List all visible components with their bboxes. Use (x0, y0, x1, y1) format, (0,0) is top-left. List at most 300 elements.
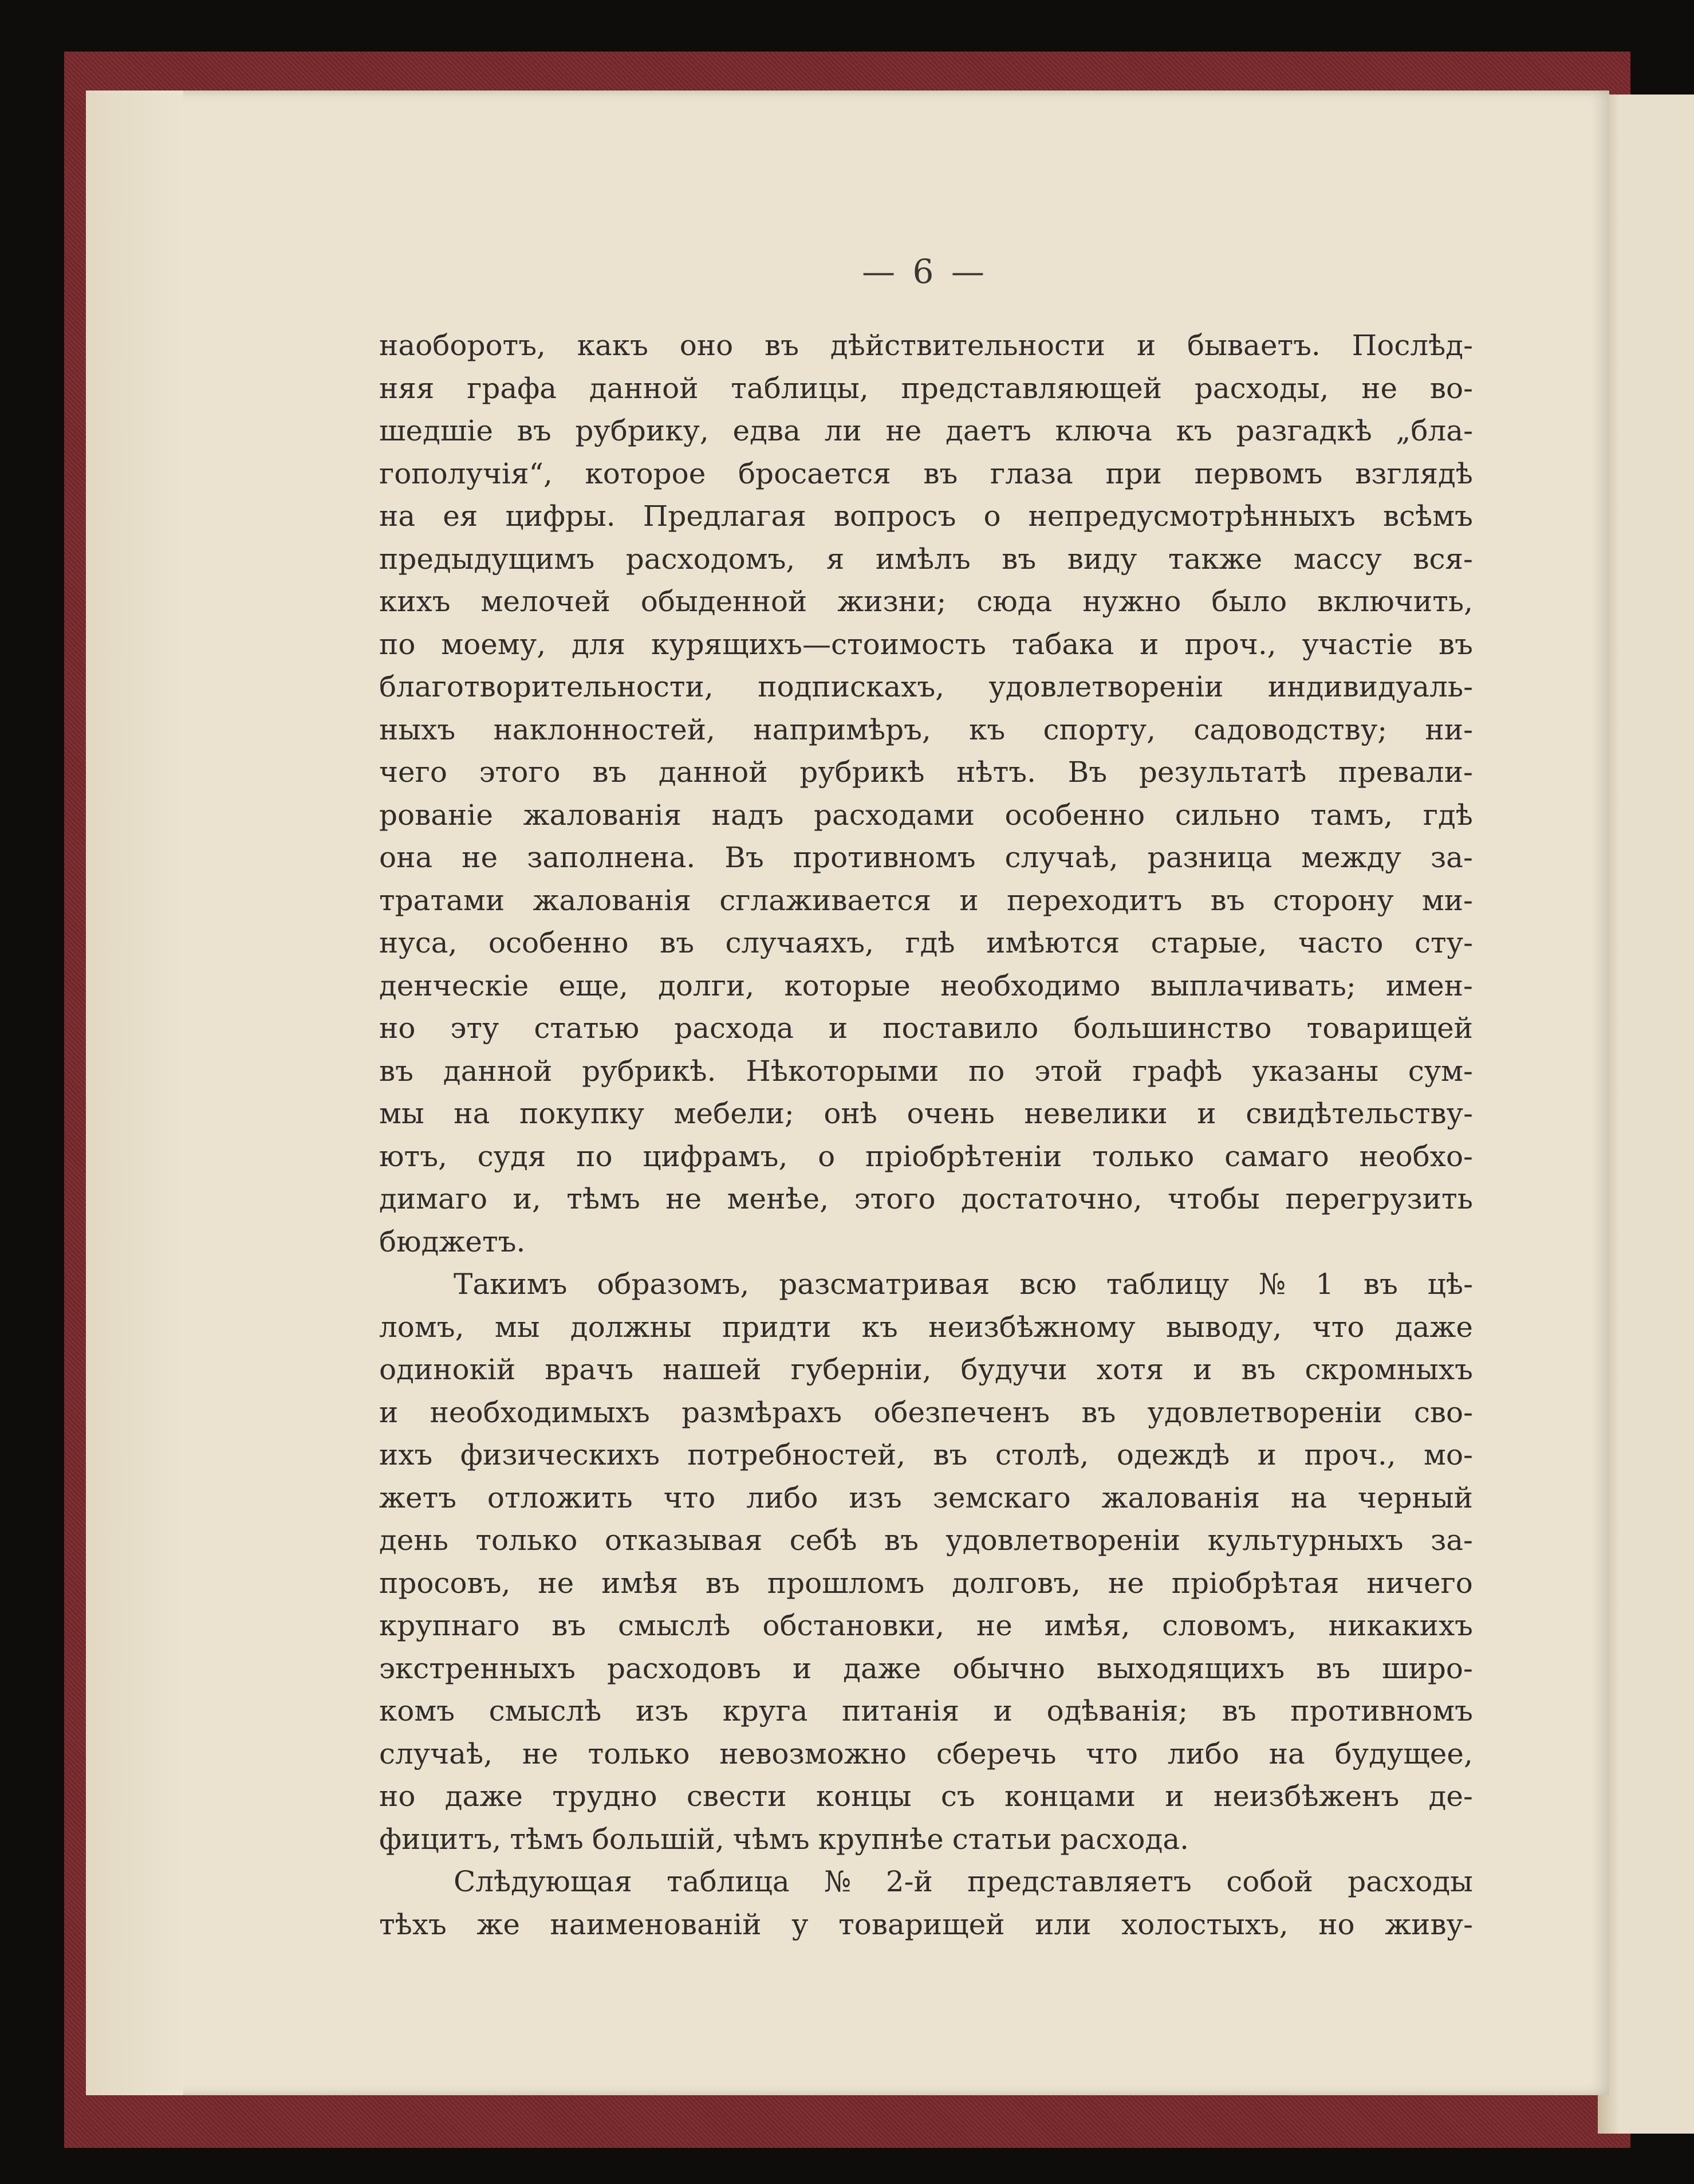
word: гополучія“, (379, 457, 553, 490)
word: врачъ (545, 1353, 634, 1386)
word: въ (1081, 1395, 1116, 1429)
word: мебели; (673, 1097, 794, 1130)
word: концы (816, 1780, 912, 1813)
text-line (379, 1647, 1473, 1690)
word: не (665, 1182, 702, 1215)
word: эту (450, 1012, 499, 1045)
word: широ- (1382, 1651, 1473, 1685)
paragraph-end-line (379, 1221, 1473, 1264)
word: въ (660, 926, 695, 959)
word: не (462, 841, 498, 874)
word: наклонностей, (493, 713, 715, 746)
word: тѣхъ (379, 1907, 447, 1941)
word: нуса, (379, 926, 458, 959)
text-line (379, 623, 1473, 666)
word: вся- (1413, 542, 1473, 576)
word: перегрузить (1285, 1182, 1473, 1215)
word: и (959, 883, 979, 917)
word: на (1290, 1481, 1327, 1514)
word: расходы (1348, 1865, 1473, 1898)
word: не (522, 1737, 558, 1770)
word: одинокій (379, 1353, 516, 1386)
word: достаточно, (961, 1182, 1143, 1215)
word: ми- (1421, 883, 1473, 917)
word: предыдущимъ (379, 542, 595, 576)
word: обстановки, (762, 1609, 945, 1642)
word: Такимъ (454, 1268, 568, 1301)
word: въ (1438, 627, 1473, 661)
word: холостыхъ, (1121, 1907, 1289, 1941)
text-line (379, 1092, 1473, 1135)
word: ломъ, (379, 1310, 464, 1344)
word: ихъ (379, 1438, 433, 1471)
word: даже (843, 1651, 921, 1685)
word: не (885, 414, 922, 447)
word: жалованія (523, 798, 682, 832)
word: данной (658, 755, 768, 789)
word: рубрику, (575, 414, 709, 447)
word: ключа (1055, 414, 1152, 447)
word: въ (765, 329, 799, 362)
word: противномъ (793, 841, 976, 874)
word: всѣмъ (1382, 499, 1473, 533)
word: къ (969, 713, 1006, 746)
word: жалованія (533, 883, 691, 917)
word: еще, (558, 969, 628, 1002)
word: разгадкѣ (1236, 414, 1372, 447)
word: и (1140, 627, 1159, 661)
word: имѣлъ (875, 542, 971, 576)
word: судя (477, 1139, 546, 1173)
word: табака (1011, 627, 1114, 661)
word: либо (1167, 1737, 1240, 1770)
word: бросается (738, 457, 891, 490)
word: взглядѣ (1355, 457, 1473, 490)
word: димаго (379, 1182, 488, 1215)
word: моему, (441, 627, 546, 661)
word: массу (1293, 542, 1382, 576)
word: 1 (1315, 1268, 1334, 1301)
word: долги, (658, 969, 755, 1002)
paragraph-end-line (379, 1818, 1473, 1861)
word: ли (824, 414, 862, 447)
word: Послѣд- (1352, 329, 1473, 362)
word: не (538, 1566, 574, 1600)
word: по (379, 627, 416, 661)
word: за- (1430, 1524, 1473, 1557)
word: таблицы, (731, 371, 869, 405)
word: трудно (552, 1780, 657, 1813)
word: бываетъ. (1187, 329, 1321, 362)
word: сту- (1414, 926, 1473, 959)
word: за- (1430, 841, 1473, 874)
word: денческіе (379, 969, 529, 1002)
word: губерніи, (790, 1353, 932, 1386)
word: данной (589, 371, 699, 405)
word: комъ (379, 1694, 455, 1727)
word: и (1165, 1780, 1184, 1813)
word: представляетъ (967, 1865, 1192, 1898)
text-line (379, 495, 1473, 538)
word: статьи (952, 1822, 1052, 1856)
word: никакихъ (1328, 1609, 1473, 1642)
word: таблицу (1106, 1268, 1230, 1301)
word: очень (907, 1097, 995, 1130)
word: жизни; (837, 585, 947, 618)
word: нужно (1082, 585, 1181, 618)
word: которое (585, 457, 706, 490)
word: въ (1363, 1268, 1398, 1301)
word: только (1092, 1139, 1195, 1173)
next-page-edge (1598, 95, 1694, 2134)
word: графѣ (1132, 1054, 1223, 1088)
word: чего (379, 755, 447, 789)
word: во- (1429, 371, 1473, 405)
word: въ (1002, 542, 1037, 576)
word: Предлагая (643, 499, 806, 533)
word: живу- (1385, 1907, 1473, 1941)
word: съ (940, 1780, 975, 1813)
word: бюджетъ. (379, 1225, 526, 1258)
text-line (379, 1604, 1473, 1647)
word: сильно (1175, 798, 1281, 832)
text-line (379, 794, 1473, 837)
word: на (379, 499, 416, 533)
word: случаяхъ, (725, 926, 874, 959)
word: онѣ (824, 1097, 877, 1130)
word: крупнѣе (818, 1822, 944, 1856)
word: кихъ (379, 585, 451, 618)
word: глаза (990, 457, 1073, 490)
word: выходящихъ (1096, 1651, 1285, 1685)
text-line (379, 879, 1473, 922)
word: необхо- (1359, 1139, 1473, 1173)
word: круга (722, 1694, 808, 1727)
word: день (379, 1524, 448, 1557)
word: свидѣтельству- (1246, 1097, 1473, 1130)
word: мелочей (480, 585, 610, 618)
word: сторону (1273, 883, 1394, 917)
word: экстренныхъ (379, 1651, 576, 1685)
word: что (663, 1481, 716, 1514)
word: свести (686, 1780, 787, 1813)
word: отказывая (604, 1524, 763, 1557)
word: непредусмотрѣнныхъ (1028, 499, 1356, 533)
text-line (379, 751, 1473, 794)
word: долговъ, (952, 1566, 1081, 1600)
word: концами (1004, 1780, 1136, 1813)
word: фицитъ, (379, 1822, 502, 1856)
word: въ (551, 1609, 586, 1642)
word: но (379, 1780, 416, 1813)
word: которые (784, 969, 911, 1002)
word: по (968, 1054, 1005, 1088)
word: нашей (663, 1353, 762, 1386)
word: шедшіе (379, 414, 493, 447)
word: особенно (1004, 798, 1145, 832)
word: къ (1176, 414, 1212, 447)
word: ни- (1425, 713, 1473, 746)
word: индивидуаль- (1267, 670, 1473, 703)
word: превали- (1338, 755, 1473, 789)
text-line (379, 1690, 1473, 1733)
word: обычно (952, 1651, 1065, 1685)
word: должны (570, 1310, 692, 1344)
word: не (1108, 1566, 1144, 1600)
word: имѣя, (1044, 1609, 1130, 1642)
word: ничего (1366, 1566, 1473, 1600)
word: неизбѣжному (928, 1310, 1136, 1344)
word: Въ (724, 841, 764, 874)
word: расхода (674, 1012, 794, 1045)
word: также (1168, 542, 1263, 576)
word: 2-й (885, 1865, 933, 1898)
word: въ (517, 414, 551, 447)
word: пріобрѣтеніи (865, 1139, 1062, 1173)
word: сберечь (936, 1737, 1057, 1770)
text-line (379, 922, 1473, 965)
word: прошломъ (767, 1566, 925, 1600)
word: на (454, 1097, 490, 1130)
text-line (379, 1135, 1473, 1178)
word: по (576, 1139, 613, 1173)
word: подпискахъ, (758, 670, 945, 703)
word: всю (1019, 1268, 1077, 1301)
word: таблица (667, 1865, 790, 1898)
word: смыслѣ (617, 1609, 731, 1642)
word: даетъ (946, 414, 1031, 447)
word: результатѣ (1138, 755, 1307, 789)
word: будущее, (1334, 1737, 1473, 1770)
word: обезпеченъ (873, 1395, 1050, 1429)
page-number: — 6 — (862, 252, 988, 291)
word: жалованія (1101, 1481, 1260, 1514)
word: рубрикѣ. (582, 1054, 716, 1088)
word: товарищей (1306, 1012, 1473, 1045)
word: выводу, (1166, 1310, 1282, 1344)
word: обыденной (640, 585, 807, 618)
word: сюда (976, 585, 1053, 618)
word: случаѣ, (1004, 841, 1118, 874)
word: въ (592, 755, 627, 789)
word: въ (1222, 1694, 1256, 1727)
word: скромныхъ (1305, 1353, 1473, 1386)
word: садоводству; (1193, 713, 1388, 746)
word: въ (1210, 883, 1245, 917)
text-line (379, 538, 1473, 581)
word: товарищей (838, 1907, 1005, 1941)
word: включить, (1317, 585, 1473, 618)
word: на (1268, 1737, 1305, 1770)
text-line (379, 709, 1473, 751)
word: невелики (1024, 1097, 1168, 1130)
word: пріобрѣтая (1171, 1566, 1340, 1600)
word: но (379, 1012, 416, 1045)
word: смыслѣ (488, 1694, 602, 1727)
paragraph-start-line (379, 1263, 1473, 1306)
paragraph-start-line (379, 1860, 1473, 1903)
word: сво- (1413, 1395, 1473, 1429)
word: не (976, 1609, 1013, 1642)
word: графа (467, 371, 557, 405)
word: самаго (1224, 1139, 1329, 1173)
word: даже (1394, 1310, 1473, 1344)
word: рубрикѣ (799, 755, 925, 789)
word: потребностей, (687, 1438, 906, 1471)
word: для (571, 627, 626, 661)
word: и (993, 1694, 1013, 1727)
text-line (379, 965, 1473, 1008)
word: и (1136, 329, 1156, 362)
word: отложить (487, 1481, 633, 1514)
word: дѣйствительности (830, 329, 1105, 362)
word: что (1086, 1737, 1138, 1770)
word: было (1211, 585, 1287, 618)
word: де- (1428, 1780, 1473, 1813)
text-line (379, 452, 1473, 495)
word: едва (732, 414, 801, 447)
word: представляющей (901, 371, 1163, 405)
word: размѣрахъ (681, 1395, 842, 1429)
word: о (983, 499, 1001, 533)
word: расходы, (1194, 371, 1329, 405)
word: № (1259, 1268, 1286, 1301)
word: проч., (1184, 627, 1277, 661)
word: удовлетвореніи (946, 1524, 1181, 1557)
word: № (824, 1865, 852, 1898)
word: и (1193, 1353, 1212, 1386)
text-line (379, 1391, 1473, 1434)
text-line (379, 1050, 1473, 1093)
word: въ (923, 457, 958, 490)
word: удовлетвореніи (988, 670, 1224, 703)
word: ныхъ (379, 713, 456, 746)
word: даже (444, 1780, 523, 1813)
word: сглаживается (719, 883, 932, 917)
word: часто (1298, 926, 1384, 959)
word: столѣ, (995, 1438, 1089, 1471)
word: въ (705, 1566, 740, 1600)
text-line (379, 1562, 1473, 1605)
word: расходами (814, 798, 975, 832)
word: неизбѣженъ (1213, 1780, 1400, 1813)
word: большинство (1073, 1012, 1272, 1045)
word: словомъ, (1162, 1609, 1297, 1642)
word: при (1105, 457, 1163, 490)
word: надъ (711, 798, 784, 832)
word: курящихъ—стоимость (651, 627, 986, 661)
word: мо- (1424, 1438, 1473, 1471)
word: и, (513, 1182, 541, 1215)
text-line (379, 580, 1473, 623)
word: земскаго (932, 1481, 1071, 1514)
word: не (1361, 371, 1398, 405)
word: и (1197, 1097, 1216, 1130)
word: въ (1241, 1353, 1276, 1386)
word: крупнаго (379, 1609, 520, 1642)
word: образомъ, (597, 1268, 750, 1301)
word: наоборотъ, (379, 329, 546, 362)
word: придти (722, 1310, 832, 1344)
word: тратами (379, 883, 505, 917)
text-line (379, 836, 1473, 879)
text-line (379, 1178, 1473, 1221)
word: одеждѣ (1116, 1438, 1230, 1471)
text-line (379, 1775, 1473, 1818)
word: расходомъ, (625, 542, 795, 576)
word: жетъ (379, 1481, 457, 1514)
word: выплачивать; (1150, 969, 1356, 1002)
word: спорту, (1043, 713, 1156, 746)
word: переходитъ (1006, 883, 1183, 917)
word: ютъ, (379, 1139, 447, 1173)
word: въ (379, 1054, 413, 1088)
word: „бла- (1396, 414, 1473, 447)
word: физическихъ (460, 1438, 660, 1471)
word: что (1312, 1310, 1365, 1344)
word: питанія (842, 1694, 960, 1727)
word: изъ (635, 1694, 689, 1727)
word: себѣ (789, 1524, 857, 1557)
word: имѣются (986, 926, 1120, 959)
word: я (826, 542, 845, 576)
text-line (379, 1477, 1473, 1520)
word: покупку (519, 1097, 645, 1130)
page-left-margin-band (86, 90, 183, 2095)
word: тѣмъ (510, 1822, 584, 1856)
word: проч., (1304, 1438, 1396, 1471)
word: большій, (592, 1822, 724, 1856)
text-line (379, 1519, 1473, 1562)
word: либо (746, 1481, 818, 1514)
word: въ (933, 1438, 968, 1471)
word: старые, (1151, 926, 1267, 959)
word: черный (1357, 1481, 1473, 1514)
word: этого (479, 755, 561, 789)
word: Слѣдующая (454, 1865, 632, 1898)
word: случаѣ, (379, 1737, 493, 1770)
word: разсматривая (779, 1268, 990, 1301)
word: и (792, 1651, 812, 1685)
word: въ (884, 1524, 919, 1557)
word: няя (379, 371, 435, 405)
word: поставило (883, 1012, 1039, 1045)
word: просовъ, (379, 1566, 511, 1600)
word: къ (861, 1310, 898, 1344)
word: напримѣръ, (753, 713, 931, 746)
word: статью (534, 1012, 640, 1045)
text-line (379, 324, 1473, 367)
word: первомъ (1194, 457, 1323, 490)
text-line (379, 666, 1473, 709)
word: какъ (577, 329, 648, 362)
word: особенно (488, 926, 629, 959)
word: Нѣкоторыми (746, 1054, 939, 1088)
word: между (1301, 841, 1401, 874)
word: расхода. (1060, 1822, 1189, 1856)
word: ея (443, 499, 478, 533)
word: имѣя (601, 1566, 679, 1600)
word: и (828, 1012, 848, 1045)
word: необходимо (940, 969, 1121, 1002)
word: виду (1067, 542, 1137, 576)
word: данной (443, 1054, 553, 1088)
word: хотя (1096, 1353, 1164, 1386)
text-line (379, 367, 1473, 410)
word: невозможно (719, 1737, 907, 1770)
word: только (475, 1524, 578, 1557)
word: одѣванія; (1046, 1694, 1188, 1727)
